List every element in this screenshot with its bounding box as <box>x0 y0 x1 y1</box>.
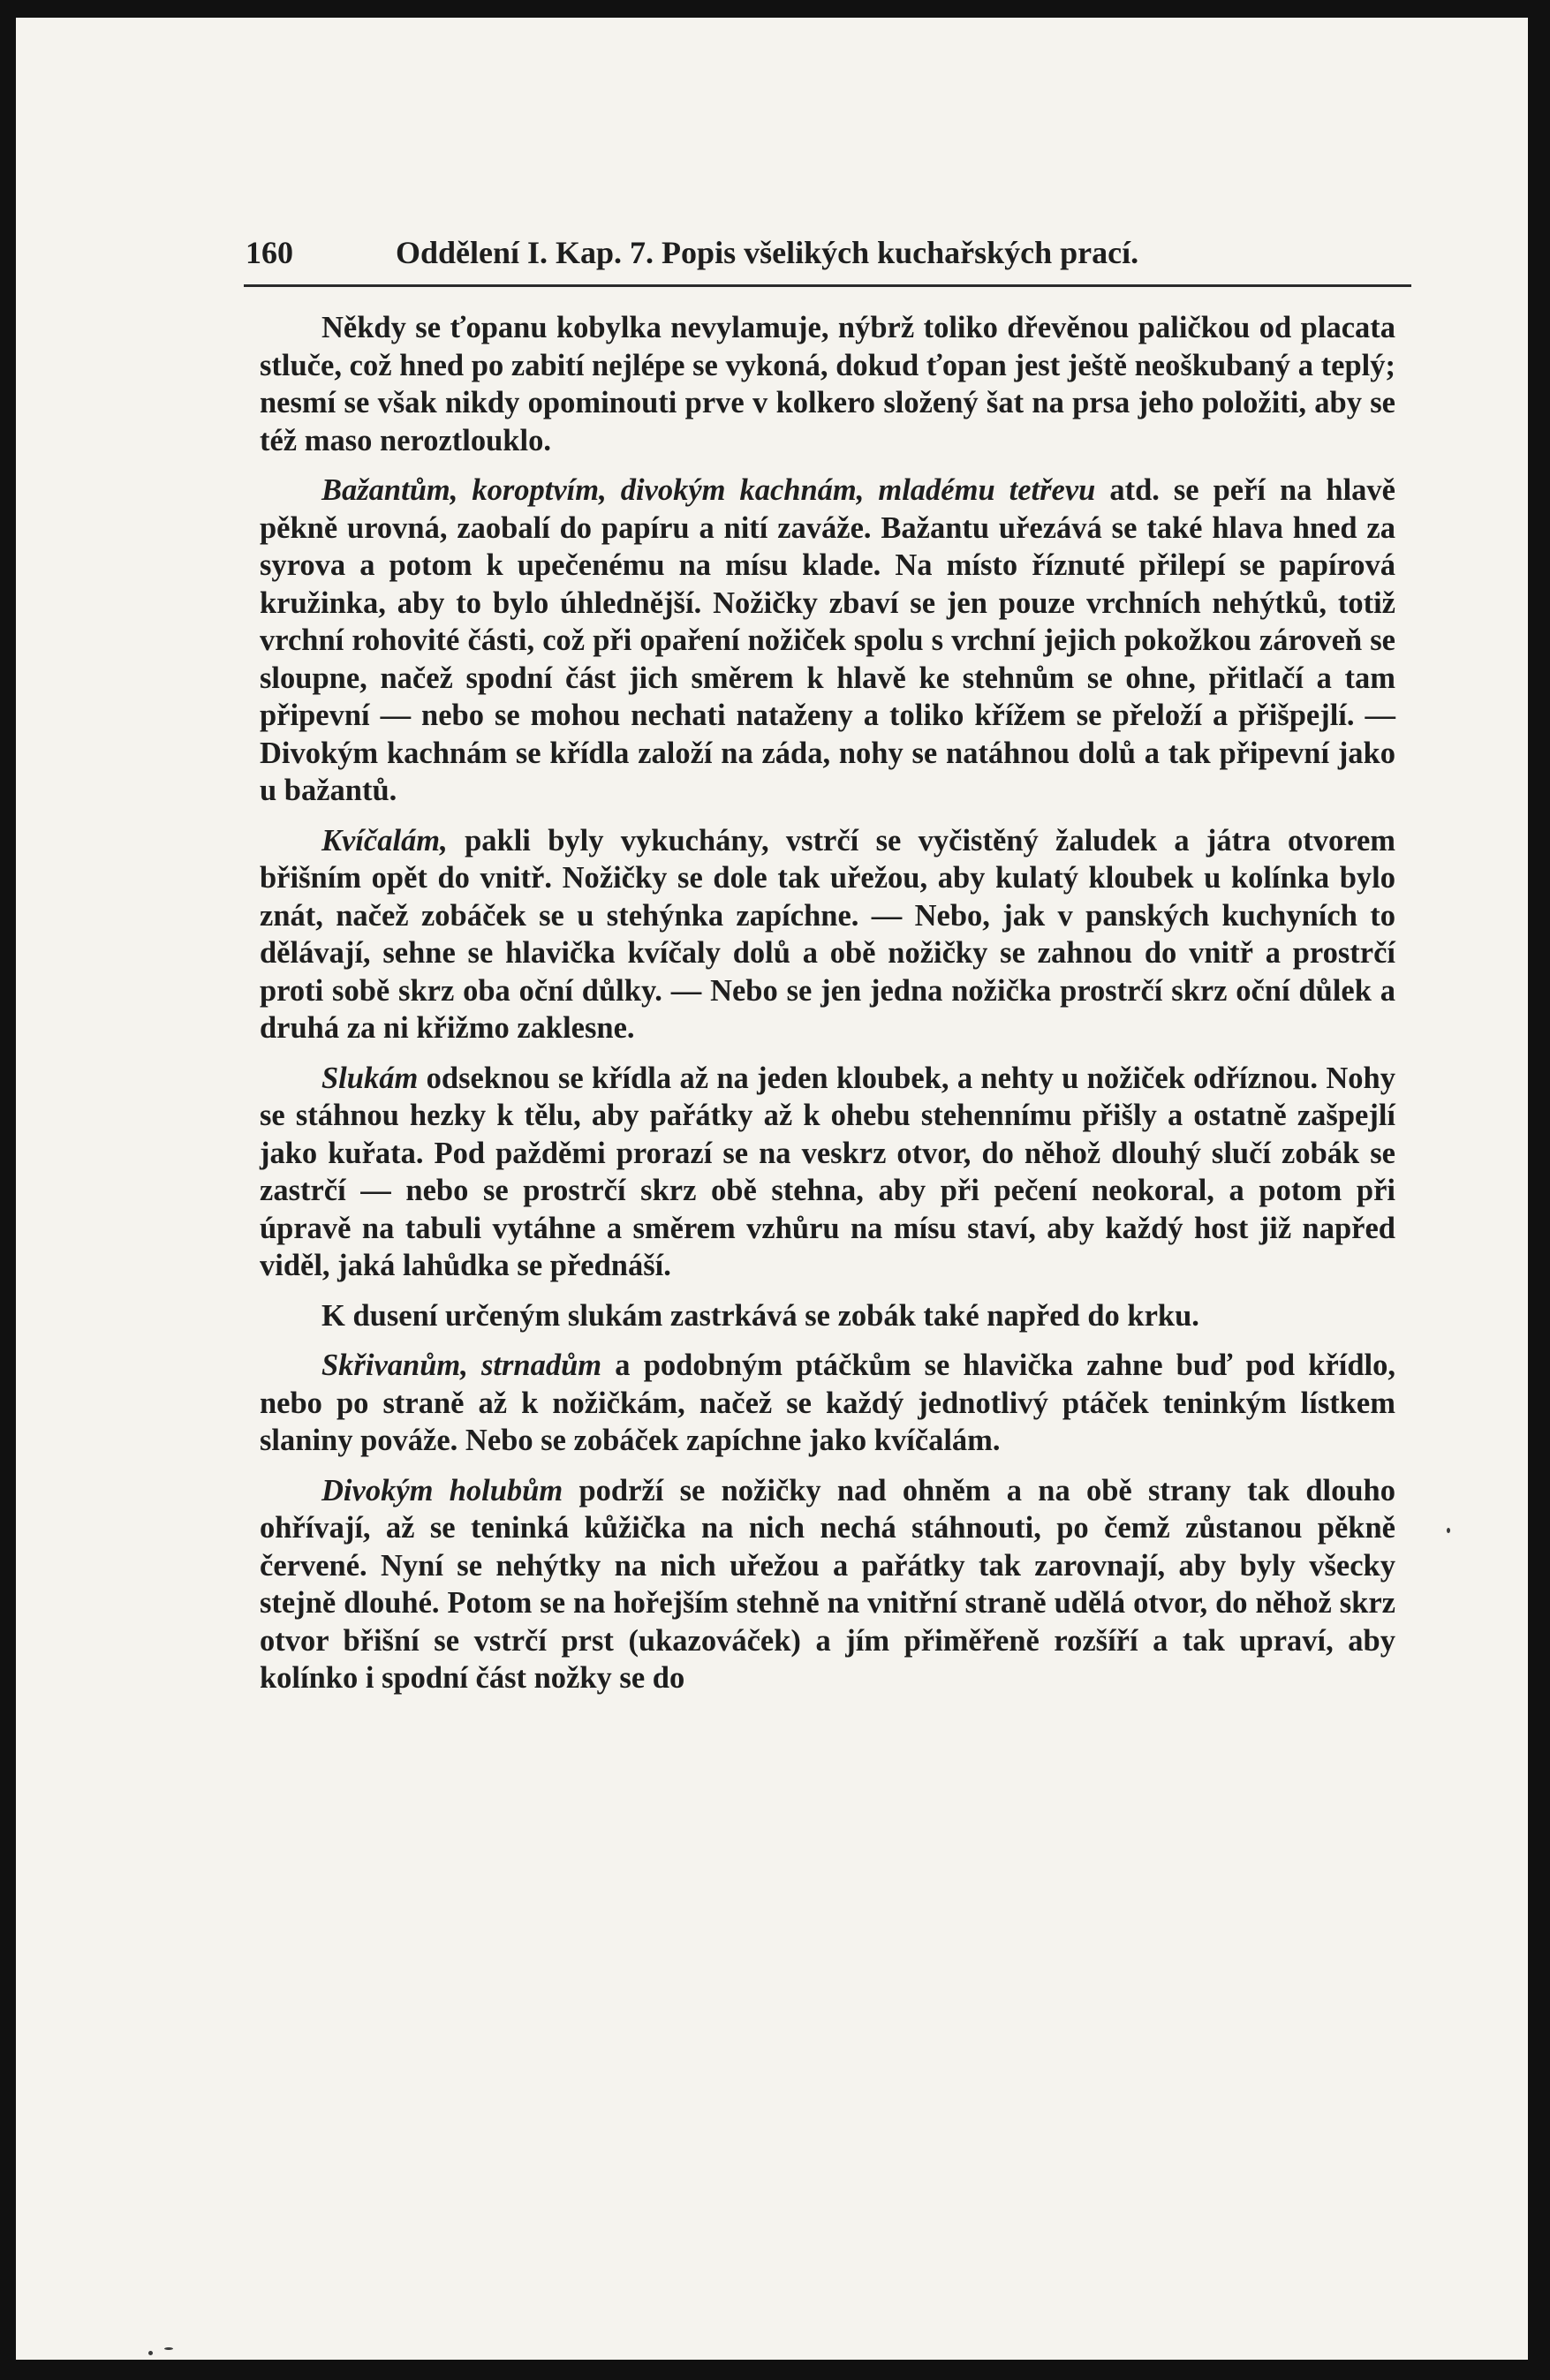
scan-speck <box>148 2351 153 2355</box>
paragraph-text: pakli byly vykuchány, vstrčí se vyčistěný žaludek a játra otvorem břišním opět do vnitř. Nožičky se dole tak uřežou, aby kulatý kloubek u kolínka bylo znát, načež zobáček se u stehýnka zapíchne. — Nebo, jak v panských kuchyních to dělávají, sehne se hlavička kvíčaly dolů a obě nožičky se zahnou do vnitř a prostrčí proti sobě skrz oba oční důlky. — Nebo se jen jedna nožička prostrčí skrz oční důlek a druhá za ni křižmo zaklesne. <box>260 823 1395 1045</box>
scan-speck <box>1447 1528 1450 1533</box>
book-page <box>16 18 1528 2360</box>
page-number: 160 <box>246 235 293 270</box>
running-title: Oddělení I. Kap. 7. Popis všelikých kuchařských prací. <box>396 235 1139 270</box>
paragraph-text: atd. se peří na hlavě pěkně urovná, zaobalí do papíru a nití zaváže. Bažantu uřezává se také hlava hned za syrova a potom k upečenému na mísu klade. Na místo říznuté přilepí se papírová kružinka, aby to bylo úhlednější. Nožičky zbaví se jen pouze vrchních nehýtků, totiž vrchní rohovité části, což při opaření nožiček spolu s vrchní jejich pokožkou zároveň se sloupne, načež spodní část jich směrem k hlavě ke stehnům se ohne, přitlačí a tam připevní — nebo se mohou nechati nataženy a toliko křížem se přeloží a přišpejlí. — Divokým kachnám se křídla založí na záda, nohy se natáhnou dolů a tak připevní jako u bažantů. <box>260 473 1395 807</box>
paragraph-text: Někdy se ťopanu kobylka nevylamuje, nýbrž toliko dřevěnou paličkou od placata stluče, což hned po zabití nejlépe se vykoná, dokud ťopan jest ještě neoškubaný a teplý; nesmí se však nikdy opominouti prve v kolkero složený šat na prsa jeho položiti, aby se též maso neroztlouklo. <box>260 311 1395 457</box>
scan-speck <box>164 2347 173 2350</box>
header-rule <box>244 284 1411 287</box>
paragraph <box>260 822 1395 1047</box>
paragraph-lead: Slukám <box>321 1061 419 1095</box>
paragraph <box>260 1297 1395 1335</box>
body-text <box>260 309 1395 1710</box>
paragraph-text: podrží se nožičky nad ohněm a na obě strany tak dlouho ohřívají, až se teninká kůžička na nich nechá stáhnouti, po čemž zůstanou pěkně červené. Nyní se nehýtky na nich uřežou a pařátky tak zarovnají, aby byly všecky stejně dlouhé. Potom se na hořejším stehně na vnitřní straně udělá otvor, do něhož skrz otvor břišní se vstrčí prst (ukazováček) a jím přiměřeně rozšíří a tak upraví, aby kolínko i spodní část nožky se do <box>260 1473 1395 1695</box>
paragraph-lead: Divokým holubům <box>321 1473 563 1507</box>
paragraph-lead: Kvíčalám, <box>321 823 448 858</box>
page-header <box>246 234 1411 278</box>
paragraph <box>260 472 1395 810</box>
paragraph-text: K dusení určeným slukám zastrkává se zobák také napřed do krku. <box>321 1298 1199 1333</box>
paragraph-lead: Skřivanům, strnadům <box>321 1349 602 1382</box>
paragraph <box>260 309 1395 459</box>
paragraph <box>260 1347 1395 1460</box>
paragraph-text: a podobným ptáčkům se hlavička zahne buď pod křídlo, nebo po straně až k nožičkám, načež se každý jednotlivý ptáček teninkým lístkem slaniny pováže. Nebo se zobáček zapíchne jako kvíčalám. <box>260 1349 1395 1457</box>
paragraph <box>260 1472 1395 1697</box>
paragraph <box>260 1060 1395 1285</box>
paragraph-text: odseknou se křídla až na jeden kloubek, a nehty u nožiček odříznou. Nohy se stáhnou hezky k tělu, aby pařátky až k ohebu stehennímu přišly a ostatně zašpejlí jako kuřata. Pod pažděmi prorazí se na veskrz otvor, do něhož dlouhý slučí zobák se zastrčí — nebo se prostrčí skrz obě stehna, aby při pečení neokoral, a potom při úpravě na tabuli vytáhne a směrem vzhůru na mísu staví, aby každý host již napřed viděl, jaká lahůdka se přednáší. <box>260 1061 1395 1282</box>
paragraph-lead: Bažantům, koroptvím, divokým kachnám, mladému tetřevu <box>321 473 1096 507</box>
